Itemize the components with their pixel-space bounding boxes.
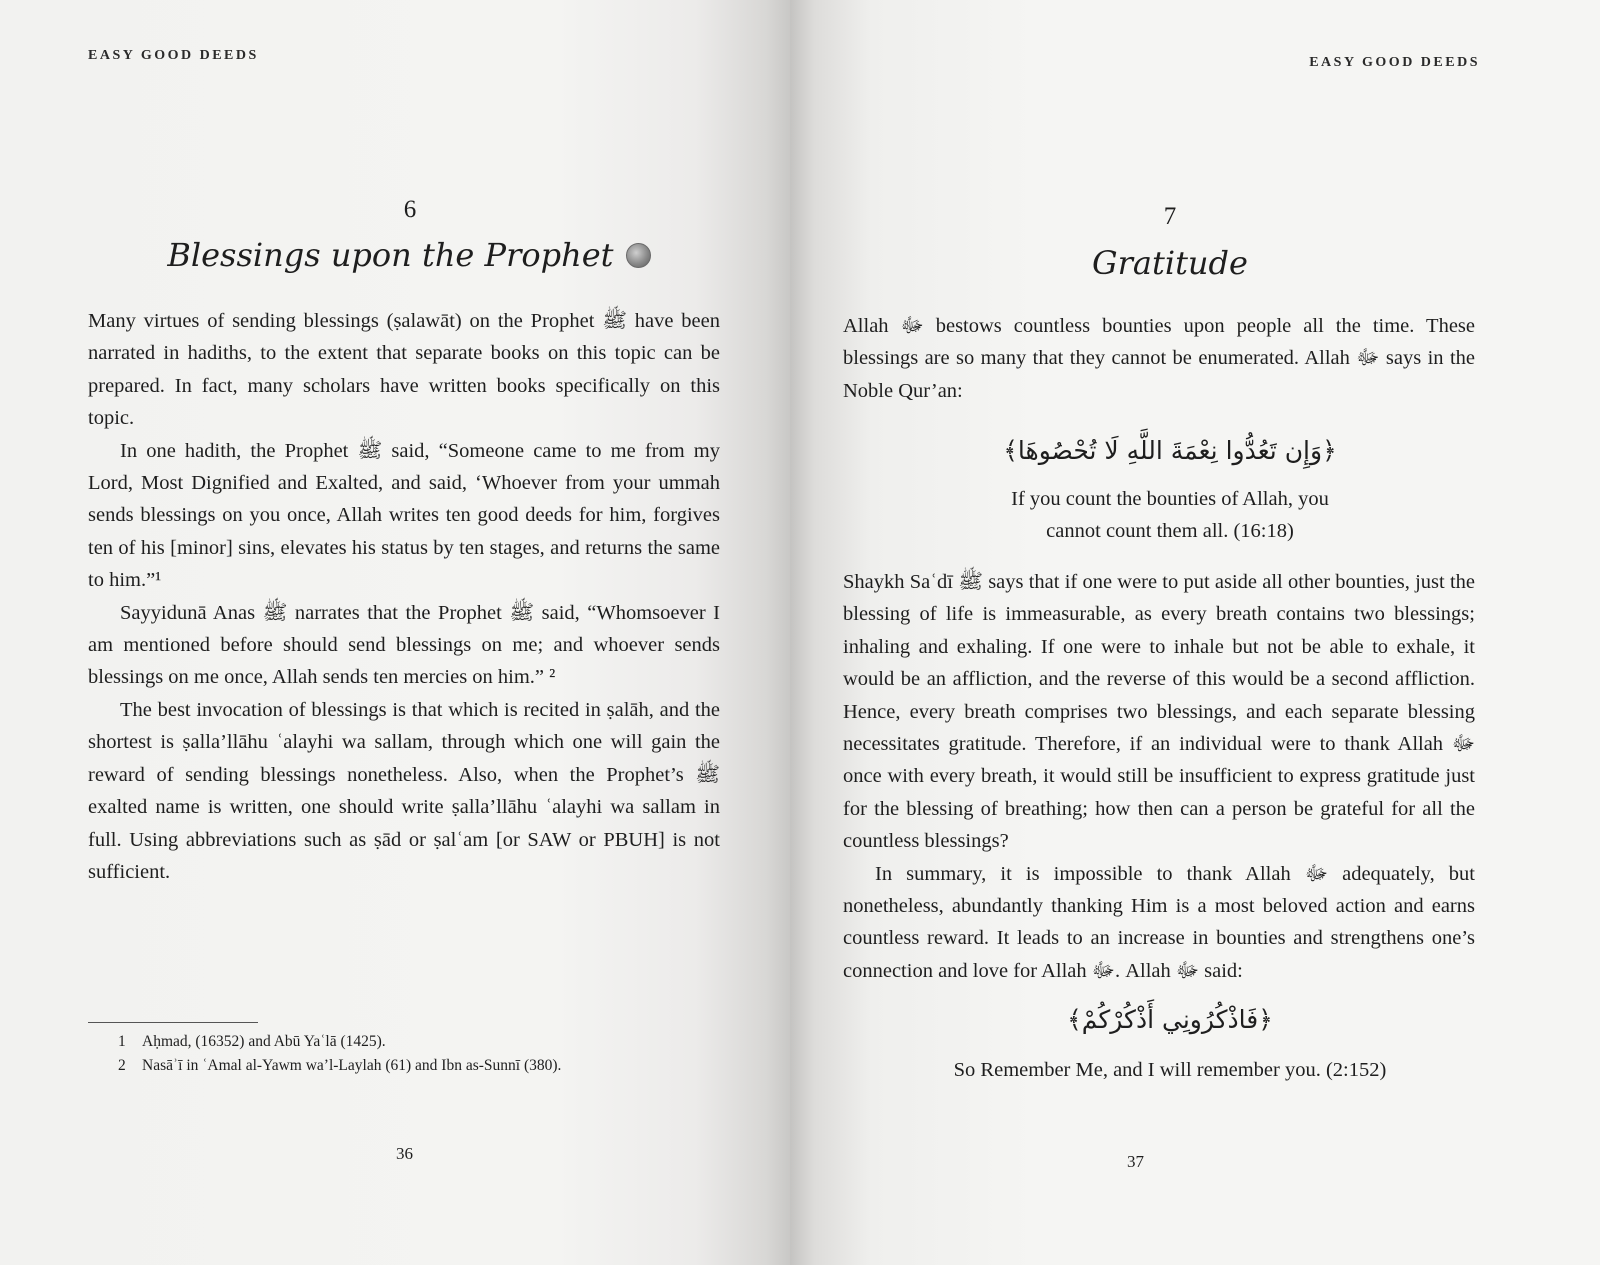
running-head: EASY GOOD DEEDS xyxy=(88,48,259,63)
verse-translation: So Remember Me, and I will remember you. (2:152) xyxy=(953,1059,1387,1081)
footnote-text: Nasāʾī in ʿAmal al-Yawm wa’l-Laylah (61) and Ibn as-Sunnī (380). xyxy=(142,1057,562,1074)
footnote-number: 1 xyxy=(118,1033,126,1050)
chapter-title-text: Blessings upon the Prophet xyxy=(167,236,614,274)
footnote xyxy=(118,1030,561,1054)
quran-verse-arabic: ﴿وَإِن تَعُدُّوا نِعْمَةَ اللَّهِ لَا تُحْصُوهَا﴾ xyxy=(1003,436,1337,465)
paragraph: In summary, it is impossible to thank Allah ﷻ adequately, but nonetheless, abundantly thanking Him is a most beloved action and earns countless reward. It leads to an increase in bounties and strengthens one’s connection and love for Allah ﷻ. Allah ﷻ said: xyxy=(843,862,1475,982)
quran-verse-arabic: ﴿فَاذْكُرُونِي أَذْكُرْكُمْ﴾ xyxy=(1067,1005,1273,1034)
paragraph: Sayyidunā Anas ﷺ narrates that the Prophet ﷺ said, “Whomsoever I am mentioned before should send blessings on me; and whoever sends blessings on me once, Allah sends ten mercies on him.” ² xyxy=(88,601,721,689)
footnote-divider xyxy=(88,1022,258,1023)
footnote xyxy=(118,1054,561,1078)
paragraph: In one hadith, the Prophet ﷺ said, “Someone came to me from my Lord, Most Dignified and Exalted, and said, ‘Whoever from your ummah sends blessings on you once, Allah writes ten good deeds for him, forgives ten of his [minor] sins, elevates his status by ten stages, and returns the same to him.”¹ xyxy=(88,439,721,592)
verse-translation xyxy=(765,483,1575,547)
translation-line: cannot count them all. (16:18) xyxy=(1046,520,1294,542)
chapter-title: Gratitude xyxy=(1092,244,1248,282)
paragraph: The best invocation of blessings is that which is recited in ṣalāh, and the shortest is ṣalla’llāhu ʿalayhi wa sallam, through which one will gain the reward of sending blessings nonetheless. Also, when the Prophet’s ﷺ exalted name is written, one should write ṣalla’llāhu ʿalayhi wa sallam in full. Using abbreviations such as ṣād or ṣalʿam [or SAW or PBUH] is not sufficient. xyxy=(88,698,720,883)
footnote-number: 2 xyxy=(118,1057,126,1074)
chapter-body xyxy=(88,305,720,888)
chapter-title xyxy=(15,236,805,274)
right-page xyxy=(790,0,1600,1265)
page-number: 36 xyxy=(396,1144,413,1163)
footnote-text: Aḥmad, (16352) and Abū Yaʿlā (1425). xyxy=(142,1033,386,1050)
honorific-icon xyxy=(626,243,651,268)
translation-line: If you count the bounties of Allah, you xyxy=(1011,488,1329,510)
paragraph: Many virtues of sending blessings (ṣalawāt) on the Prophet ﷺ have been narrated in hadiths, to the extent that separate books on this topic can be prepared. In fact, many scholars have written books specifically on this topic. xyxy=(88,310,720,430)
running-head: EASY GOOD DEEDS xyxy=(1309,55,1480,70)
body-paragraphs xyxy=(843,566,1475,987)
paragraph: Shaykh Saʿdī ﷺ says that if one were to put aside all other bounties, just the blessing of life is immeasurable, as every breath contains two blessings; inhaling and exhaling. If one were to inhale but not be able to exhale, it would be an affliction, and the reverse of this would be a second affliction. Hence, every breath comprises two blessings, and each separate blessing necessitates gratitude. Therefore, if an individual were to thank Allah ﷻ once with every breath, it would still be insufficient to express gratitude just for the blessing of breathing; how then can a person be grateful for all the countless blessings? xyxy=(843,571,1475,853)
intro-paragraph xyxy=(843,310,1475,407)
chapter-number: 7 xyxy=(1163,203,1177,230)
left-page xyxy=(0,0,790,1265)
paragraph: Allah ﷻ bestows countless bounties upon people all the time. These blessings are so many that they cannot be enumerated. Allah ﷻ says in the Noble Qur’an: xyxy=(843,315,1475,402)
page-number: 37 xyxy=(1127,1152,1144,1171)
chapter-number: 6 xyxy=(403,196,417,223)
footnotes xyxy=(118,1030,561,1078)
